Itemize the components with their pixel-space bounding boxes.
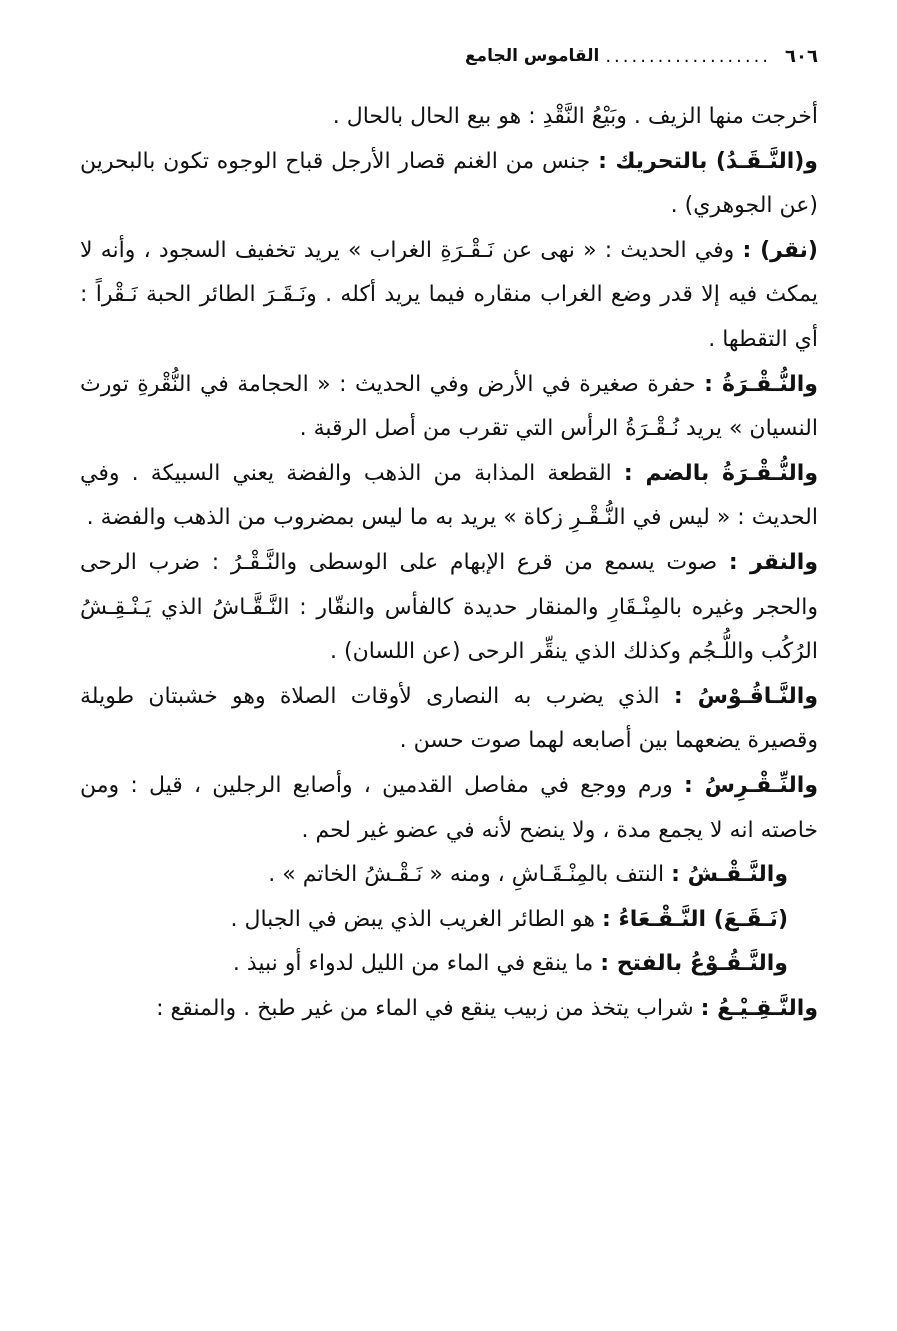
entry-paragraph [80,853,818,898]
entry-paragraph [80,95,818,140]
entry-headword: والنُّـقْـرَةُ : [704,371,818,397]
entry-headword: والنَّـقِـيْـعُ : [700,995,818,1021]
entry-headword: و(النَّـقَـدُ) بالتحريك : [598,148,818,174]
entry-headword: (نقر) : [742,237,818,263]
entry-headword: والنِّـقْـرِسُ : [683,772,818,798]
entry-paragraph [80,229,818,363]
entry-definition: القطعة المذابة من الذهب والفضة يعني السبيكة . وفي الحديث : « ليس في النُّـقْـرِ زكاة » يريد به ما ليس بمضروب من الذهب والفضة . [80,460,818,531]
entry-headword: (نَـقَـعَ) النَّـقْـعَاءُ : [602,906,788,932]
entries-text [80,95,818,1031]
entry-paragraph [80,675,818,764]
entry-definition: شراب يتخذ من زبيب ينقع في الماء من غير طبخ . والمنقع : [156,995,701,1021]
entry-definition: النتف بالمِنْـقَـاشِ ، ومنه « نَـقْـشُ الخاتم » . [268,862,672,888]
header-dots: ................... [605,45,772,67]
entry-definition: جنس من الغنم قصار الأرجل قباح الوجوه تكون بالبحرين (عن الجوهري) . [80,148,818,219]
entry-paragraph [80,942,818,987]
entry-definition: ورم ووجع في مفاصل القدمين ، وأصابع الرجلين ، قيل : ومن خاصته انه لا يجمع مدة ، ولا ينضح لأنه في عضو غير لحم . [80,772,818,843]
entry-headword: والنَّـاقُـوْسُ : [673,683,818,709]
entry-paragraph [80,140,818,229]
entry-definition: ما ينقع في الماء من الليل لدواء أو نبيذ . [232,951,601,977]
entry-definition: صوت يسمع من قرع الإبهام على الوسطى والنَّـقْـرُ : ضرب الرحى والحجر وغيره بالمِنْـقَارِ والمنقار حديدة كالفأس والنقّار : النَّـقَّـاشُ الذي يَـنْـقِـشُ الرُكُب واللُّـجُم وكذلك الذي ينقِّر الرحى (عن اللسان) . [80,549,818,665]
entry-definition: الذي يضرب به النصارى لأوقات الصلاة وهو خشبتان طويلة وقصيرة يضعهما بين أصابعه لهما صوت حسن . [80,683,818,754]
entry-paragraph [80,898,818,943]
entry-paragraph [80,452,818,541]
entry-definition: أخرجت منها الزيف . وبَيْعُ النَّقْدِ : هو بيع الحال بالحال . [332,104,818,129]
page-number: ٦٠٦ [785,45,818,67]
entry-definition: وفي الحديث : « نهى عن نَـقْـرَةِ الغراب » يريد تخفيف السجود ، وأنه لا يمكث فيه إلا قدر وضع الغراب منقاره فيما يريد أكله . ونَـقَـرَ الطائر الحبة نَـقْراً : أي التقطها . [80,237,818,352]
entry-definition: هو الطائر الغريب الذي يبض في الجبال . [230,906,603,932]
page-header [80,36,818,76]
entry-paragraph [80,764,818,853]
entry-paragraph [80,541,818,675]
book-title: القاموس الجامع [464,46,600,66]
entry-headword: والنُّـقْـرَةُ بالضم : [623,460,818,486]
entry-paragraph [80,363,818,452]
entry-headword: والنَّـقُـوْعُ بالفتح : [600,951,788,977]
entry-paragraph [80,987,818,1032]
entry-definition: حفرة صغيرة في الأرض وفي الحديث : « الحجامة في النُّقْرةِ تورث النسيان » يريد نُـقْـرَةُ الرأس التي تقرب من أصل الرقبة . [80,371,818,442]
entry-headword: والنَّـقْـشُ : [671,862,788,888]
entry-headword: والنقر : [728,549,819,575]
